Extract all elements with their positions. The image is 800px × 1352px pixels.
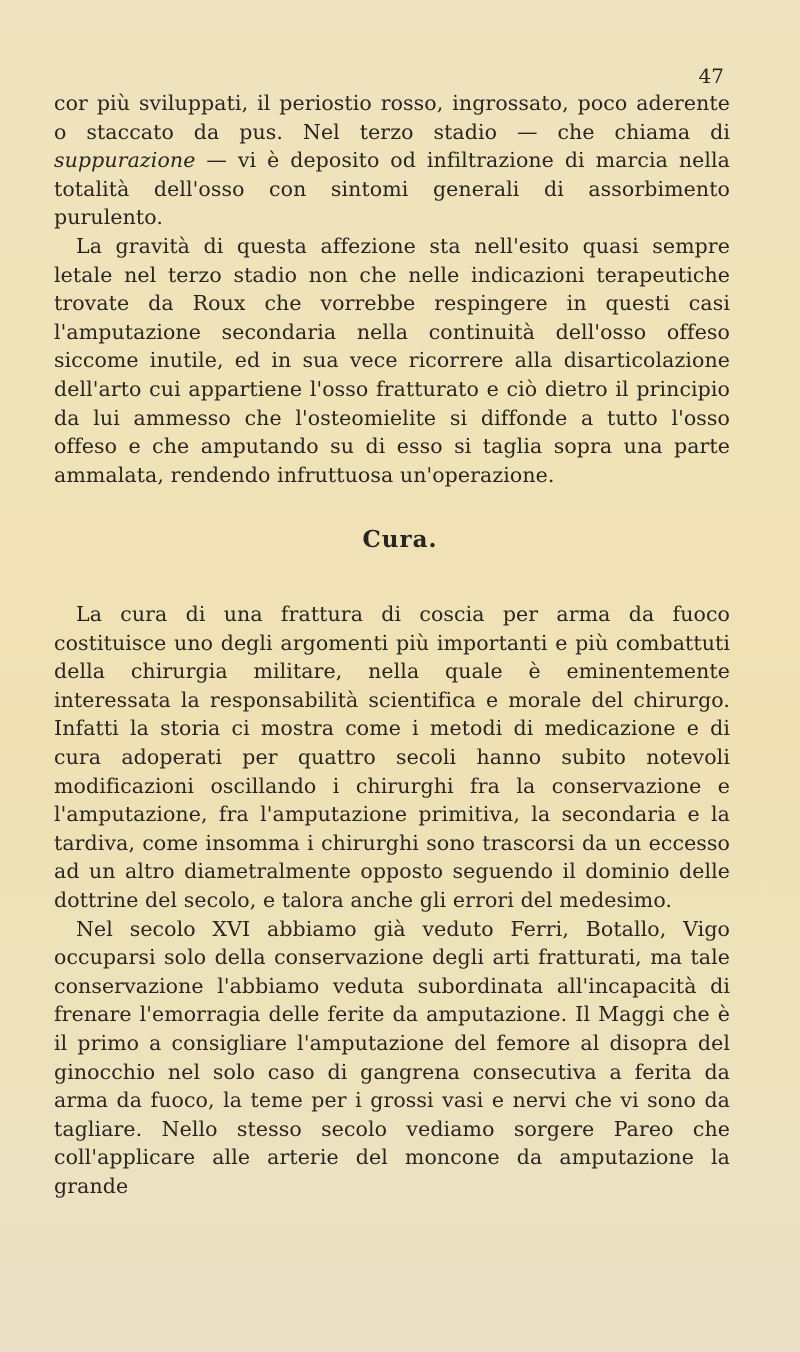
paragraph-text: — vi è deposito od infiltrazione di marcia nella totalità dell'osso con sintomi generali di assorbimento purulento.: [54, 148, 730, 230]
paragraph: La cura di una frattura di coscia per arma da fuoco costituisce uno degli argomenti più importanti e più combattuti della chirurgia militare, nella quale è eminentemente interessata la responsabilità scientifica e morale del chirurgo. Infatti la storia ci mostra come i metodi di medicazione e di cura adoperati per quattro secoli hanno subito notevoli modificazioni oscillando i chirurghi fra la conservazione e l'amputazione, fra l'amputazione primitiva, la secondaria e la tardiva, come insomma i chirurghi sono trascorsi da un eccesso ad un altro diametralmente opposto seguendo il dominio delle dottrine del secolo, e talora anche gli errori del medesimo.: [54, 602, 730, 912]
italic-term: suppurazione: [54, 148, 196, 173]
paragraph-continuation: [54, 89, 730, 232]
section-title: Cura.: [362, 526, 438, 553]
paragraph: Nel secolo XVI abbiamo già veduto Ferri, Botallo, Vigo occuparsi solo della conservazione degli arti fratturati, ma tale conservazione l'abbiamo veduta subordinata all'incapacità di frenare l'emorragia delle ferite da amputazione. Il Maggi che è il primo a consigliare l'amputazione del femore al disopra del ginocchio nel solo caso di gangrena consecutiva a ferita da arma da fuoco, la teme per i grossi vasi e nervi che vi sono da tagliare. Nello stesso secolo vediamo sorgere Pareo che coll'applicare alle arterie del moncone da amputazione la grande: [54, 916, 730, 1198]
text-block-top: [54, 89, 730, 489]
paragraph: La gravità di questa affezione sta nell'esito quasi sempre letale nel terzo stadio non che nelle indicazioni terapeutiche trovate da Roux che vorrebbe respingere in questi casi l'amputazione secondaria nella continuità dell'osso offeso siccome inutile, ed in sua vece ricorrere alla disarticolazione dell'arto cui appartiene l'osso fratturato e ciò dietro il principio da lui ammesso che l'osteomielite si diffonde a tutto l'osso offeso e che amputando su di esso si taglia sopra una parte ammalata, rendendo infruttuosa un'operazione.: [54, 233, 730, 487]
page-number: 47: [698, 64, 724, 88]
text-block-bottom: [54, 600, 730, 1200]
paragraph-text: cor più sviluppati, il periostio rosso, ingrossato, poco aderente o staccato da pus. Nel terzo stadio — che chiama di: [54, 91, 730, 144]
